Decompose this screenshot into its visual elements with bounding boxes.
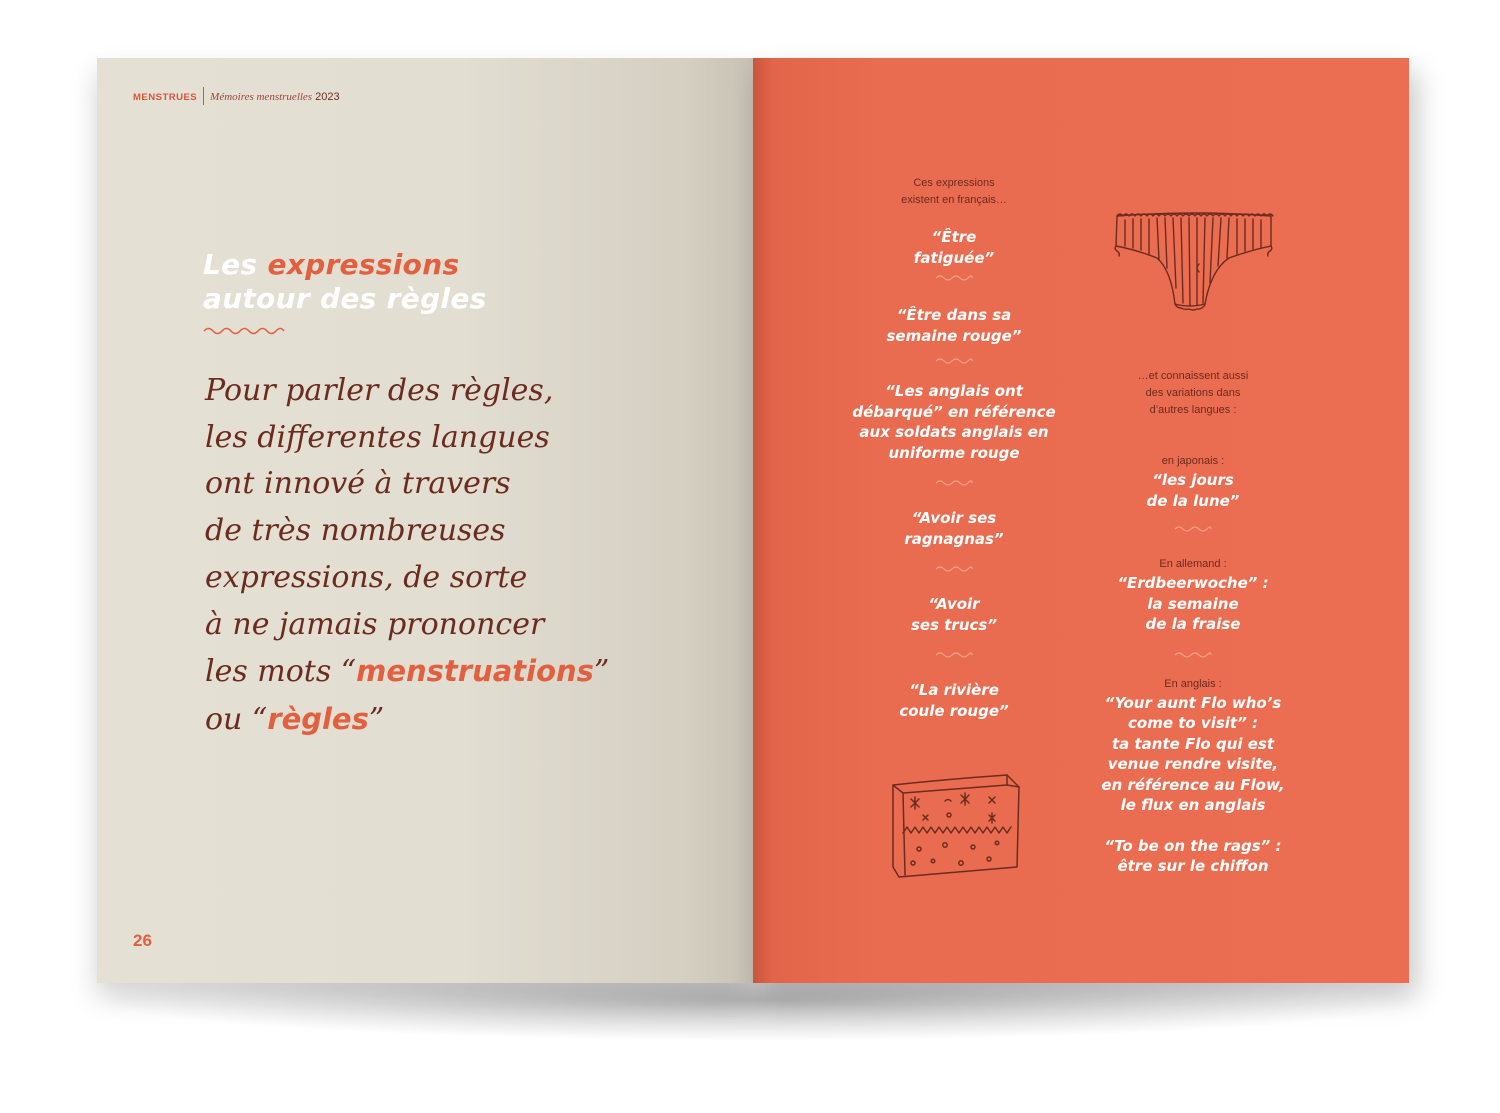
lead-line: à ne jamais prononcer	[205, 606, 545, 642]
page-number: 26	[133, 931, 152, 950]
expression-line: “La rivière	[909, 681, 999, 699]
intro-line: des variations dans	[1145, 387, 1241, 399]
page-title	[203, 248, 487, 316]
expression-line: aux soldats anglais en	[859, 423, 1049, 441]
wavy-divider	[1173, 635, 1213, 671]
lead-line: de très nombreuses	[205, 513, 506, 549]
expression-line: être sur le chiffon	[1117, 857, 1269, 875]
lead-paragraph	[205, 368, 725, 744]
highlight-regles: règles	[267, 701, 369, 736]
expression-line: le flux en anglais	[1120, 796, 1266, 814]
expression-line: “Être	[931, 228, 977, 246]
expression-line: “Erdbeerwoche” :	[1117, 574, 1269, 592]
expression-item	[843, 508, 1065, 549]
lead-line: ”	[593, 654, 610, 690]
expression-line: venue rendre visite,	[1107, 755, 1279, 773]
expression-line: ragnagnas”	[904, 529, 1004, 548]
expression-english-2	[1083, 836, 1303, 877]
expression-item	[843, 227, 1065, 268]
other-intro	[1083, 368, 1303, 419]
expression-line: coule rouge”	[899, 701, 1009, 720]
intro-line: Ces expressions	[913, 177, 995, 189]
intro-line: existent en français…	[901, 194, 1007, 206]
expression-item	[843, 305, 1065, 346]
french-expressions-column	[843, 175, 1065, 721]
expression-line: “les jours	[1152, 471, 1234, 489]
expression-line: semaine rouge”	[886, 326, 1022, 345]
lead-line: Pour parler des règles,	[205, 373, 554, 408]
title-highlight: expressions	[267, 248, 460, 281]
underwear-illustration	[1113, 208, 1275, 314]
expression-line: uniforme rouge	[888, 443, 1020, 462]
expression-line: de la lune”	[1146, 491, 1240, 510]
expression-item	[843, 680, 1065, 721]
language-label-german: En allemand :	[1159, 558, 1227, 570]
lead-line: ont innové à travers	[205, 466, 511, 502]
running-header	[133, 87, 340, 103]
lead-line: expressions, de sorte	[205, 559, 528, 595]
pad-illustration	[889, 771, 1023, 883]
language-label-japanese: en japonais :	[1161, 455, 1225, 467]
wavy-divider	[934, 463, 974, 503]
title-line2: autour des règles	[203, 282, 487, 315]
expression-line: ses trucs”	[911, 615, 997, 634]
other-languages-column	[1083, 368, 1303, 877]
expression-line: “To be on the rags” :	[1104, 836, 1282, 855]
expression-item	[843, 594, 1065, 635]
expression-line: “Avoir	[928, 595, 980, 613]
header-separator	[203, 87, 204, 105]
wavy-divider	[934, 635, 974, 675]
header-subtitle: Mémoires menstruelles	[210, 91, 313, 103]
expression-line: “Être dans sa	[896, 306, 1012, 324]
expression-line: en référence au Flow,	[1101, 775, 1285, 794]
expression-german	[1083, 573, 1303, 635]
expression-japanese	[1083, 470, 1303, 511]
french-intro	[843, 175, 1065, 209]
expression-line: débarqué” en référence	[852, 402, 1056, 421]
expression-line: “Les anglais ont	[885, 382, 1023, 400]
lead-line: les mots “	[205, 654, 357, 690]
wavy-divider	[1173, 511, 1213, 551]
expression-line: come to visit” :	[1128, 714, 1258, 732]
expression-line: de la fraise	[1145, 615, 1241, 633]
expression-item	[843, 381, 1065, 463]
expression-line: ta tante Flo qui est	[1111, 734, 1275, 753]
title-wavy-divider	[203, 326, 285, 336]
expression-line: fatiguée”	[913, 248, 995, 267]
wavy-divider	[934, 268, 974, 288]
wavy-divider	[934, 346, 974, 376]
left-page	[97, 58, 753, 983]
header-year: 2023	[315, 91, 340, 103]
title-plain: Les	[203, 248, 268, 281]
expression-line: “Avoir ses	[911, 509, 997, 527]
expression-english-1	[1083, 693, 1303, 816]
expression-line: la semaine	[1147, 594, 1239, 613]
intro-line: d’autres langues :	[1149, 404, 1237, 416]
header-brand: MENSTRUES	[133, 92, 198, 103]
wavy-divider	[934, 549, 974, 589]
expression-line: “Your aunt Flo who’s	[1104, 693, 1282, 712]
intro-line: …et connaissent aussi	[1137, 370, 1249, 382]
lead-line: ou “	[205, 701, 268, 737]
highlight-menstruations: menstruations	[356, 654, 594, 689]
language-label-english: En anglais :	[1164, 677, 1222, 690]
lead-line: ”	[368, 701, 385, 737]
right-page	[753, 58, 1409, 983]
lead-line: les differentes langues	[205, 419, 550, 455]
